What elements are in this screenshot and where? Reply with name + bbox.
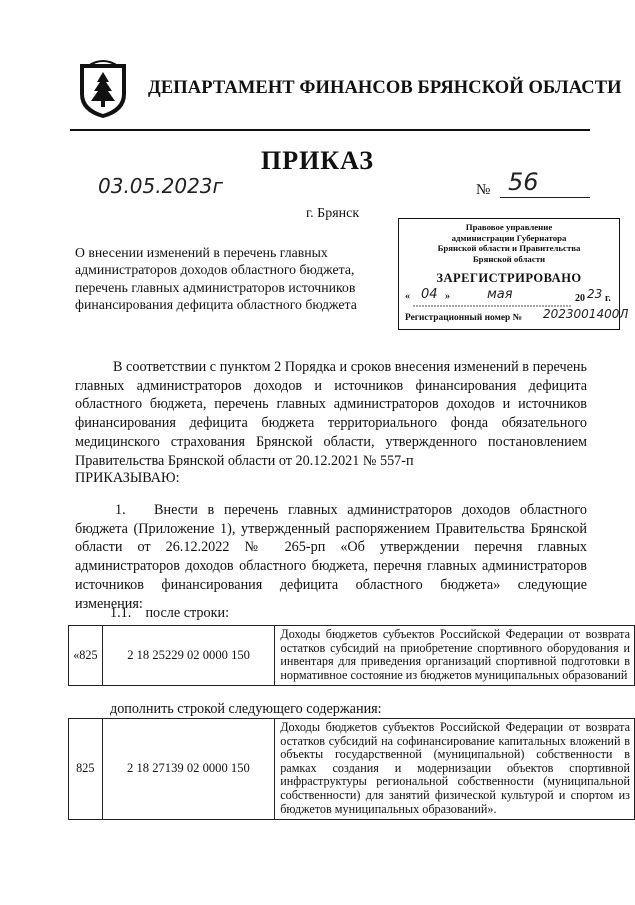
order-word: ПРИКАЗЫВАЮ:: [75, 470, 180, 486]
table-new-row: [68, 718, 635, 820]
stamp-quote-open: «: [405, 291, 410, 302]
stamp-year-suffix: 23: [587, 287, 603, 301]
stamp-status: ЗАРЕГИСТРИРОВАНО: [436, 271, 582, 285]
cell-admin-code: «825: [69, 626, 103, 686]
header-divider: [70, 129, 590, 131]
stamp-month: мая: [487, 287, 513, 302]
item-1-1-line: 1.1. после строки:: [110, 605, 230, 621]
stamp-organization: [399, 222, 619, 264]
cell-revenue-name: Доходы бюджетов субъектов Российской Федерации от возврата остатков субсидий на приобретение спортивного оборудования и инвентаря для приведения организаций спортивной подготовки в нормативное состояние из бюджетов муниципальных образований: [275, 626, 635, 686]
cell-admin-code: 825: [69, 719, 103, 820]
city-line: г. Брянск: [306, 206, 360, 221]
preamble-paragraph: В соответствии с пунктом 2 Порядка и сроков внесения изменений в перечень главных администраторов доходов и источников финансирования дефицита областного бюджета, перечень главных администраторов доходов и источников финансирования дефицита бюджета территориального фонда обязательного медицинского страхования Брянской области, утвержденного постановлением Правительства Брянской области от 20.12.2021 № 557-п: [75, 359, 587, 469]
cell-revenue-name: Доходы бюджетов субъектов Российской Федерации от возврата остатков субсидий на софинансирование капитальных вложений в объекты государственной (муниципальной) собственности в рамках создания и модернизации объектов спортивной инфраструктуры региональной собственности (муниципальной собственности) для занятий физической культурой и спортом из бюджетов муниципальных образований».: [275, 719, 635, 820]
document-date: 03.05.2023г: [98, 174, 224, 198]
item-1-paragraph: [75, 501, 587, 613]
table-existing-row: [68, 625, 635, 686]
number-label: №: [476, 182, 491, 198]
stamp-reg-number: 2023001400Л: [543, 307, 629, 321]
add-row-line: дополнить строкой следующего содержания:: [110, 701, 382, 717]
registration-stamp: [398, 218, 629, 330]
stamp-org-line: Брянской области и Правительства: [437, 243, 581, 253]
stamp-quote-close: »: [445, 291, 450, 302]
item-1-text: 1. Внести в перечень главных администраторов доходов областного бюджета (Приложение 1), утвержденный распоряжением Правительства Брянской области от 26.12.2022 № 265-рп «Об утверждении перечня главных администраторов доходов областного бюджета, перечня главных администраторов источников финансирования дефицита областного бюджета» следующие изменения:: [75, 502, 587, 612]
stamp-date-row: [405, 289, 615, 309]
department-heading: ДЕПАРТАМЕНТ ФИНАНСОВ БРЯНСКОЙ ОБЛАСТИ: [148, 78, 622, 98]
stamp-year-prefix: 20: [575, 293, 585, 304]
table-row: [69, 719, 635, 820]
stamp-org-line: Брянской области: [472, 253, 546, 264]
stamp-year-end: г.: [605, 293, 611, 304]
stamp-day: 04: [421, 287, 438, 302]
stamp-org-line: Правовое управление: [465, 222, 553, 232]
stamp-reg-label: Регистрационный номер №: [405, 313, 522, 323]
table-row: [69, 626, 635, 686]
document-title: ПРИКАЗ: [260, 146, 375, 175]
cell-kbk-code: 2 18 27139 02 0000 150: [102, 719, 275, 820]
stamp-org-line: администрации Губернатора: [451, 232, 567, 243]
number-underline: [500, 197, 590, 198]
cell-kbk-code: 2 18 25229 02 0000 150: [102, 626, 275, 686]
coat-of-arms-emblem: [78, 58, 128, 120]
document-subject: О внесении изменений в перечень главных администраторов доходов областного бюджета, перечень главных администраторов источников финансирования дефицита областного бюджета: [75, 245, 357, 313]
document-number: 56: [508, 168, 539, 196]
